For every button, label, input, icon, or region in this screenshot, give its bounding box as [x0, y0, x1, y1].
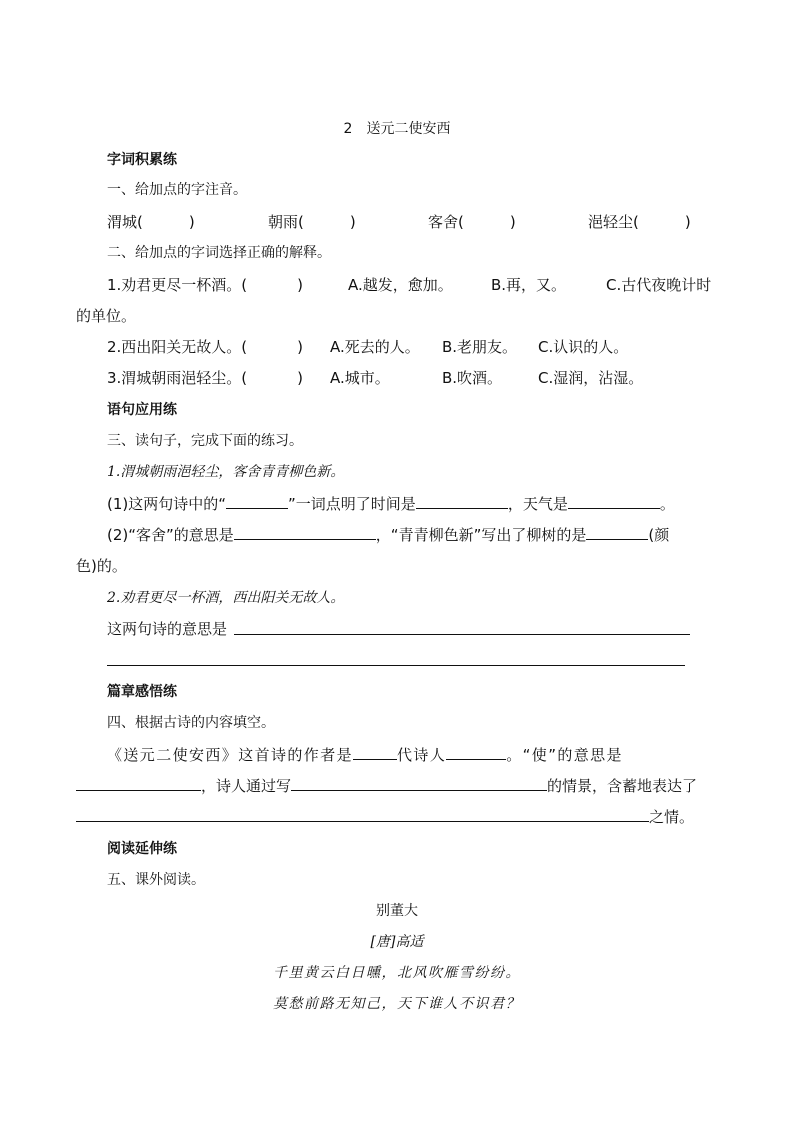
poem-verse-1: 千里黄云白日曛，北风吹雁雪纷纷。	[273, 965, 521, 981]
q2-item-2-stem: 2.西出阳关无故人。( )	[107, 338, 304, 356]
q2-item-3-stem: 3.渭城朝雨浥轻尘。( )	[107, 369, 304, 387]
answer-blank[interactable]	[76, 776, 201, 791]
q3-part-2-cont: 色)的。	[76, 557, 127, 575]
answer-line[interactable]	[234, 634, 690, 635]
q5-heading: 五、课外阅读。	[107, 872, 205, 888]
page-title: 2 送元二使安西	[343, 121, 451, 137]
answer-blank[interactable]	[76, 807, 649, 822]
q3-part-1: (1)这两句诗中的“ ”一词点明了时间是 ，天气是 。	[107, 495, 675, 513]
q2-item-1-cont: 的单位。	[76, 307, 137, 325]
answer-line[interactable]	[107, 665, 685, 666]
q2-item-1-stem: 1.劝君更尽一杯酒。( )	[107, 276, 304, 294]
answer-blank[interactable]	[586, 525, 648, 540]
q4-line-3: 之情。	[76, 807, 694, 827]
q2-heading: 二、给加点的字词选择正确的解释。	[107, 245, 331, 261]
answer-blank[interactable]	[291, 776, 547, 791]
answer-blank[interactable]	[568, 494, 660, 509]
q2-item-2-option-c: C.认识的人。	[538, 338, 629, 356]
q2-item-3-option-c: C.湿润，沾湿。	[538, 369, 644, 387]
q4-line-1: 《送元二使安西》这首诗的作者是 代诗人 。“使”的意思是	[107, 746, 623, 764]
answer-blank[interactable]	[234, 525, 376, 540]
poem-author: [唐]高适	[370, 934, 424, 950]
q2-item-1-option-c: C.古代夜晚计时	[606, 276, 712, 294]
q1-item: 浥轻尘( )	[588, 213, 691, 231]
answer-blank[interactable]	[353, 745, 397, 760]
section-header-chapter: 篇章感悟练	[107, 684, 177, 700]
poem-title: 别董大	[376, 903, 418, 919]
q4-line-2: ，诗人通过写 的情景，含蓄地表达了	[76, 776, 697, 796]
q2-item-2-option-a: A.死去的人。	[330, 338, 420, 356]
q3-meaning-label: 这两句诗的意思是	[107, 620, 228, 638]
q3-heading: 三、读句子，完成下面的练习。	[107, 433, 303, 449]
q1-item: 朝雨( )	[268, 213, 356, 231]
answer-blank[interactable]	[446, 745, 506, 760]
q2-item-2-option-b: B.老朋友。	[442, 338, 518, 356]
poem-verse-2: 莫愁前路无知己，天下谁人不识君？	[273, 996, 521, 1012]
q2-item-1-option-b: B.再，又。	[491, 276, 567, 294]
section-header-vocab: 字词积累练	[107, 152, 177, 168]
q2-item-1-option-a: A.越发，愈加。	[348, 276, 453, 294]
q4-heading: 四、根据古诗的内容填空。	[107, 715, 275, 731]
q3-part-2: (2)“客舍”的意思是 ，“青青柳色新”写出了柳树的是 (颜	[107, 526, 670, 544]
q2-item-3-option-b: B.吹酒。	[442, 369, 503, 387]
q2-item-3-option-a: A.城市。	[330, 369, 390, 387]
section-header-reading: 阅读延伸练	[107, 841, 177, 857]
answer-blank[interactable]	[226, 494, 288, 509]
q3-verse-2: 2.劝君更尽一杯酒，西出阳关无故人。	[107, 590, 345, 606]
q3-verse-1: 1.渭城朝雨浥轻尘，客舍青青柳色新。	[107, 464, 345, 480]
section-header-sentence: 语句应用练	[107, 402, 177, 418]
q1-heading: 一、给加点的字注音。	[107, 182, 247, 198]
q1-item: 渭城( )	[107, 213, 195, 231]
answer-blank[interactable]	[416, 494, 508, 509]
q1-item: 客舍( )	[428, 213, 516, 231]
